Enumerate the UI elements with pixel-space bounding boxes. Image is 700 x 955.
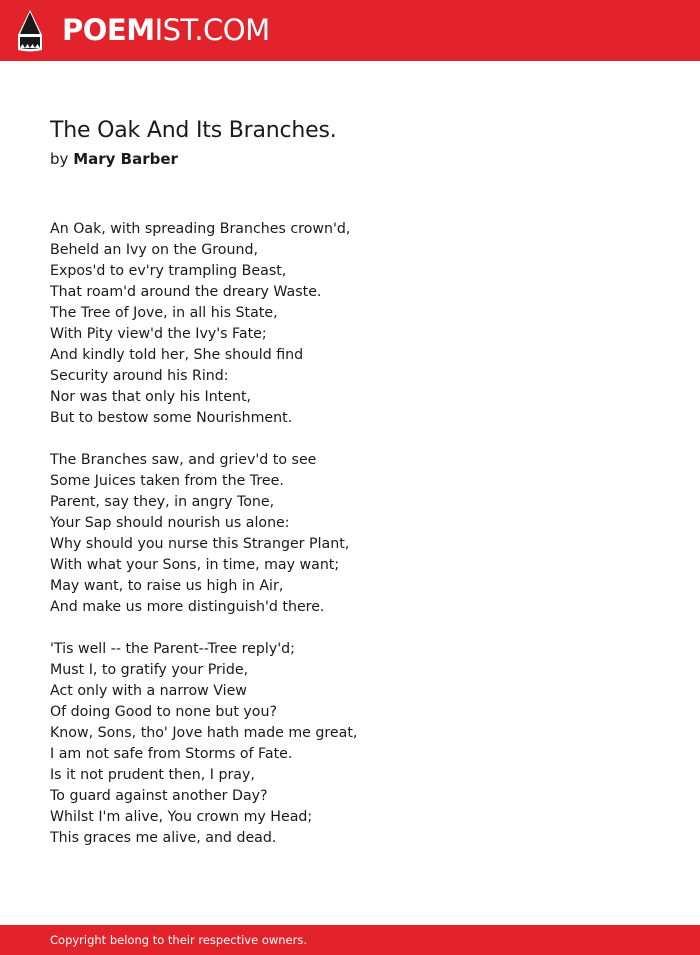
author-name: Mary Barber xyxy=(73,150,178,168)
poem-line: Know, Sons, tho' Jove hath made me great, xyxy=(50,725,358,741)
poem-line: Some Juices taken from the Tree. xyxy=(50,473,284,489)
poem-line: With Pity view'd the Ivy's Fate; xyxy=(50,326,267,342)
byline xyxy=(50,149,178,169)
stanza-divider xyxy=(50,429,650,450)
site-header xyxy=(0,0,700,61)
copyright-notice: Copyright belong to their respective owners. xyxy=(50,933,308,947)
poem-line: Of doing Good to none but you? xyxy=(50,704,277,720)
poem-line: That roam'd around the dreary Waste. xyxy=(50,284,322,300)
poem-line: Parent, say they, in angry Tone, xyxy=(50,494,275,510)
poem-line: The Tree of Jove, in all his State, xyxy=(50,305,278,321)
poem-line: Nor was that only his Intent, xyxy=(50,389,252,405)
poem-line: And kindly told her, She should find xyxy=(50,347,304,363)
poem-line: 'Tis well -- the Parent--Tree reply'd; xyxy=(50,641,295,657)
poem-line: Beheld an Ivy on the Ground, xyxy=(50,242,258,258)
stanza xyxy=(50,639,650,849)
poem-line: With what your Sons, in time, may want; xyxy=(50,557,340,573)
poem-line: An Oak, with spreading Branches crown'd, xyxy=(50,221,351,237)
poem-line: Is it not prudent then, I pray, xyxy=(50,767,255,783)
poem-title: The Oak And Its Branches. xyxy=(50,118,337,143)
poem-line: Act only with a narrow View xyxy=(50,683,247,699)
stanza xyxy=(50,219,650,429)
by-label: by xyxy=(50,150,69,168)
poem-line: The Branches saw, and griev'd to see xyxy=(50,452,317,468)
poem-line: May want, to raise us high in Air, xyxy=(50,578,284,594)
poem-line: Whilst I'm alive, You crown my Head; xyxy=(50,809,313,825)
poem-line: And make us more distinguish'd there. xyxy=(50,599,325,615)
poem-body xyxy=(50,219,650,849)
poem-line: Your Sap should nourish us alone: xyxy=(50,515,290,531)
poem-line: This graces me alive, and dead. xyxy=(50,830,277,846)
pencil-logo-icon[interactable] xyxy=(16,9,44,53)
stanza xyxy=(50,450,650,618)
poem-line: Expos'd to ev'ry trampling Beast, xyxy=(50,263,287,279)
site-footer xyxy=(0,925,700,955)
poem-line: But to bestow some Nourishment. xyxy=(50,410,293,426)
poem-line: I am not safe from Storms of Fate. xyxy=(50,746,293,762)
poem-line: To guard against another Day? xyxy=(50,788,268,804)
poem-line: Why should you nurse this Stranger Plant, xyxy=(50,536,350,552)
poem-line: Security around his Rind: xyxy=(50,368,229,384)
logo-text-light: IST.COM xyxy=(154,13,270,47)
stanza-divider xyxy=(50,618,650,639)
site-logo[interactable] xyxy=(62,12,270,48)
logo-text-bold: POEM xyxy=(62,13,155,47)
poem-line: Must I, to gratify your Pride, xyxy=(50,662,249,678)
